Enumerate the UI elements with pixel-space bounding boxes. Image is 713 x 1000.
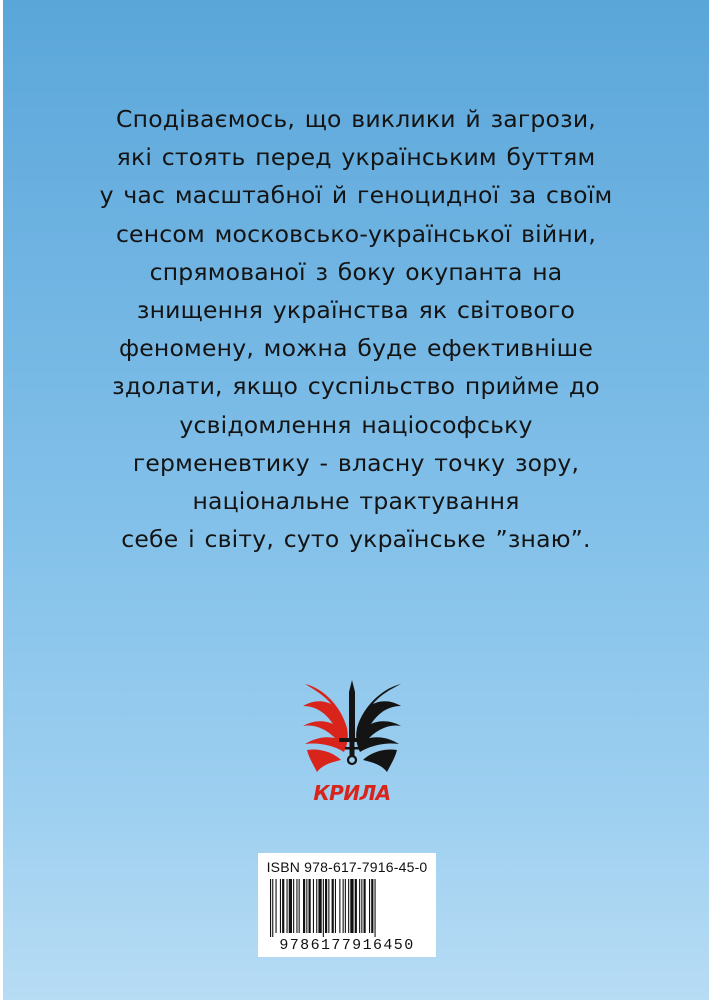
blurb-line: знищення українства як світового	[136, 296, 576, 325]
blurb-line: у час масштабної й геноцидної за своїм	[99, 181, 613, 210]
publisher-logo-text: КРИЛА	[313, 781, 391, 805]
barcode-label	[258, 853, 436, 957]
blurb-line: феномену, можна буде ефективніше	[118, 334, 594, 363]
blurb-line: герменевтику - власну точку зору,	[132, 448, 580, 477]
blurb-line: спрямованої з боку окупанта на	[149, 257, 563, 286]
blurb-line: усвідомлення націософську	[179, 410, 533, 439]
blurb-line: Сподіваємось, що виклики й загрози,	[116, 105, 596, 133]
publisher-logo	[297, 676, 407, 806]
book-back-cover	[3, 0, 709, 1000]
barcode	[266, 879, 428, 937]
blurb-line: сенсом московсько-української війни,	[115, 219, 597, 248]
cover-blurb	[43, 100, 669, 558]
winged-sword-icon	[297, 676, 407, 806]
isbn-number: ISBN 978-617-7916-45-0	[266, 859, 428, 875]
blurb-line: національне трактування	[192, 487, 520, 516]
blurb-line: які стоять перед українським буттям	[116, 143, 596, 172]
blurb-line: себе і світу, суто українське ”знаю”.	[121, 525, 591, 554]
barcode-digits: 9786177916450	[279, 937, 415, 954]
blurb-line: здолати, якщо суспільство прийме до	[112, 372, 600, 401]
